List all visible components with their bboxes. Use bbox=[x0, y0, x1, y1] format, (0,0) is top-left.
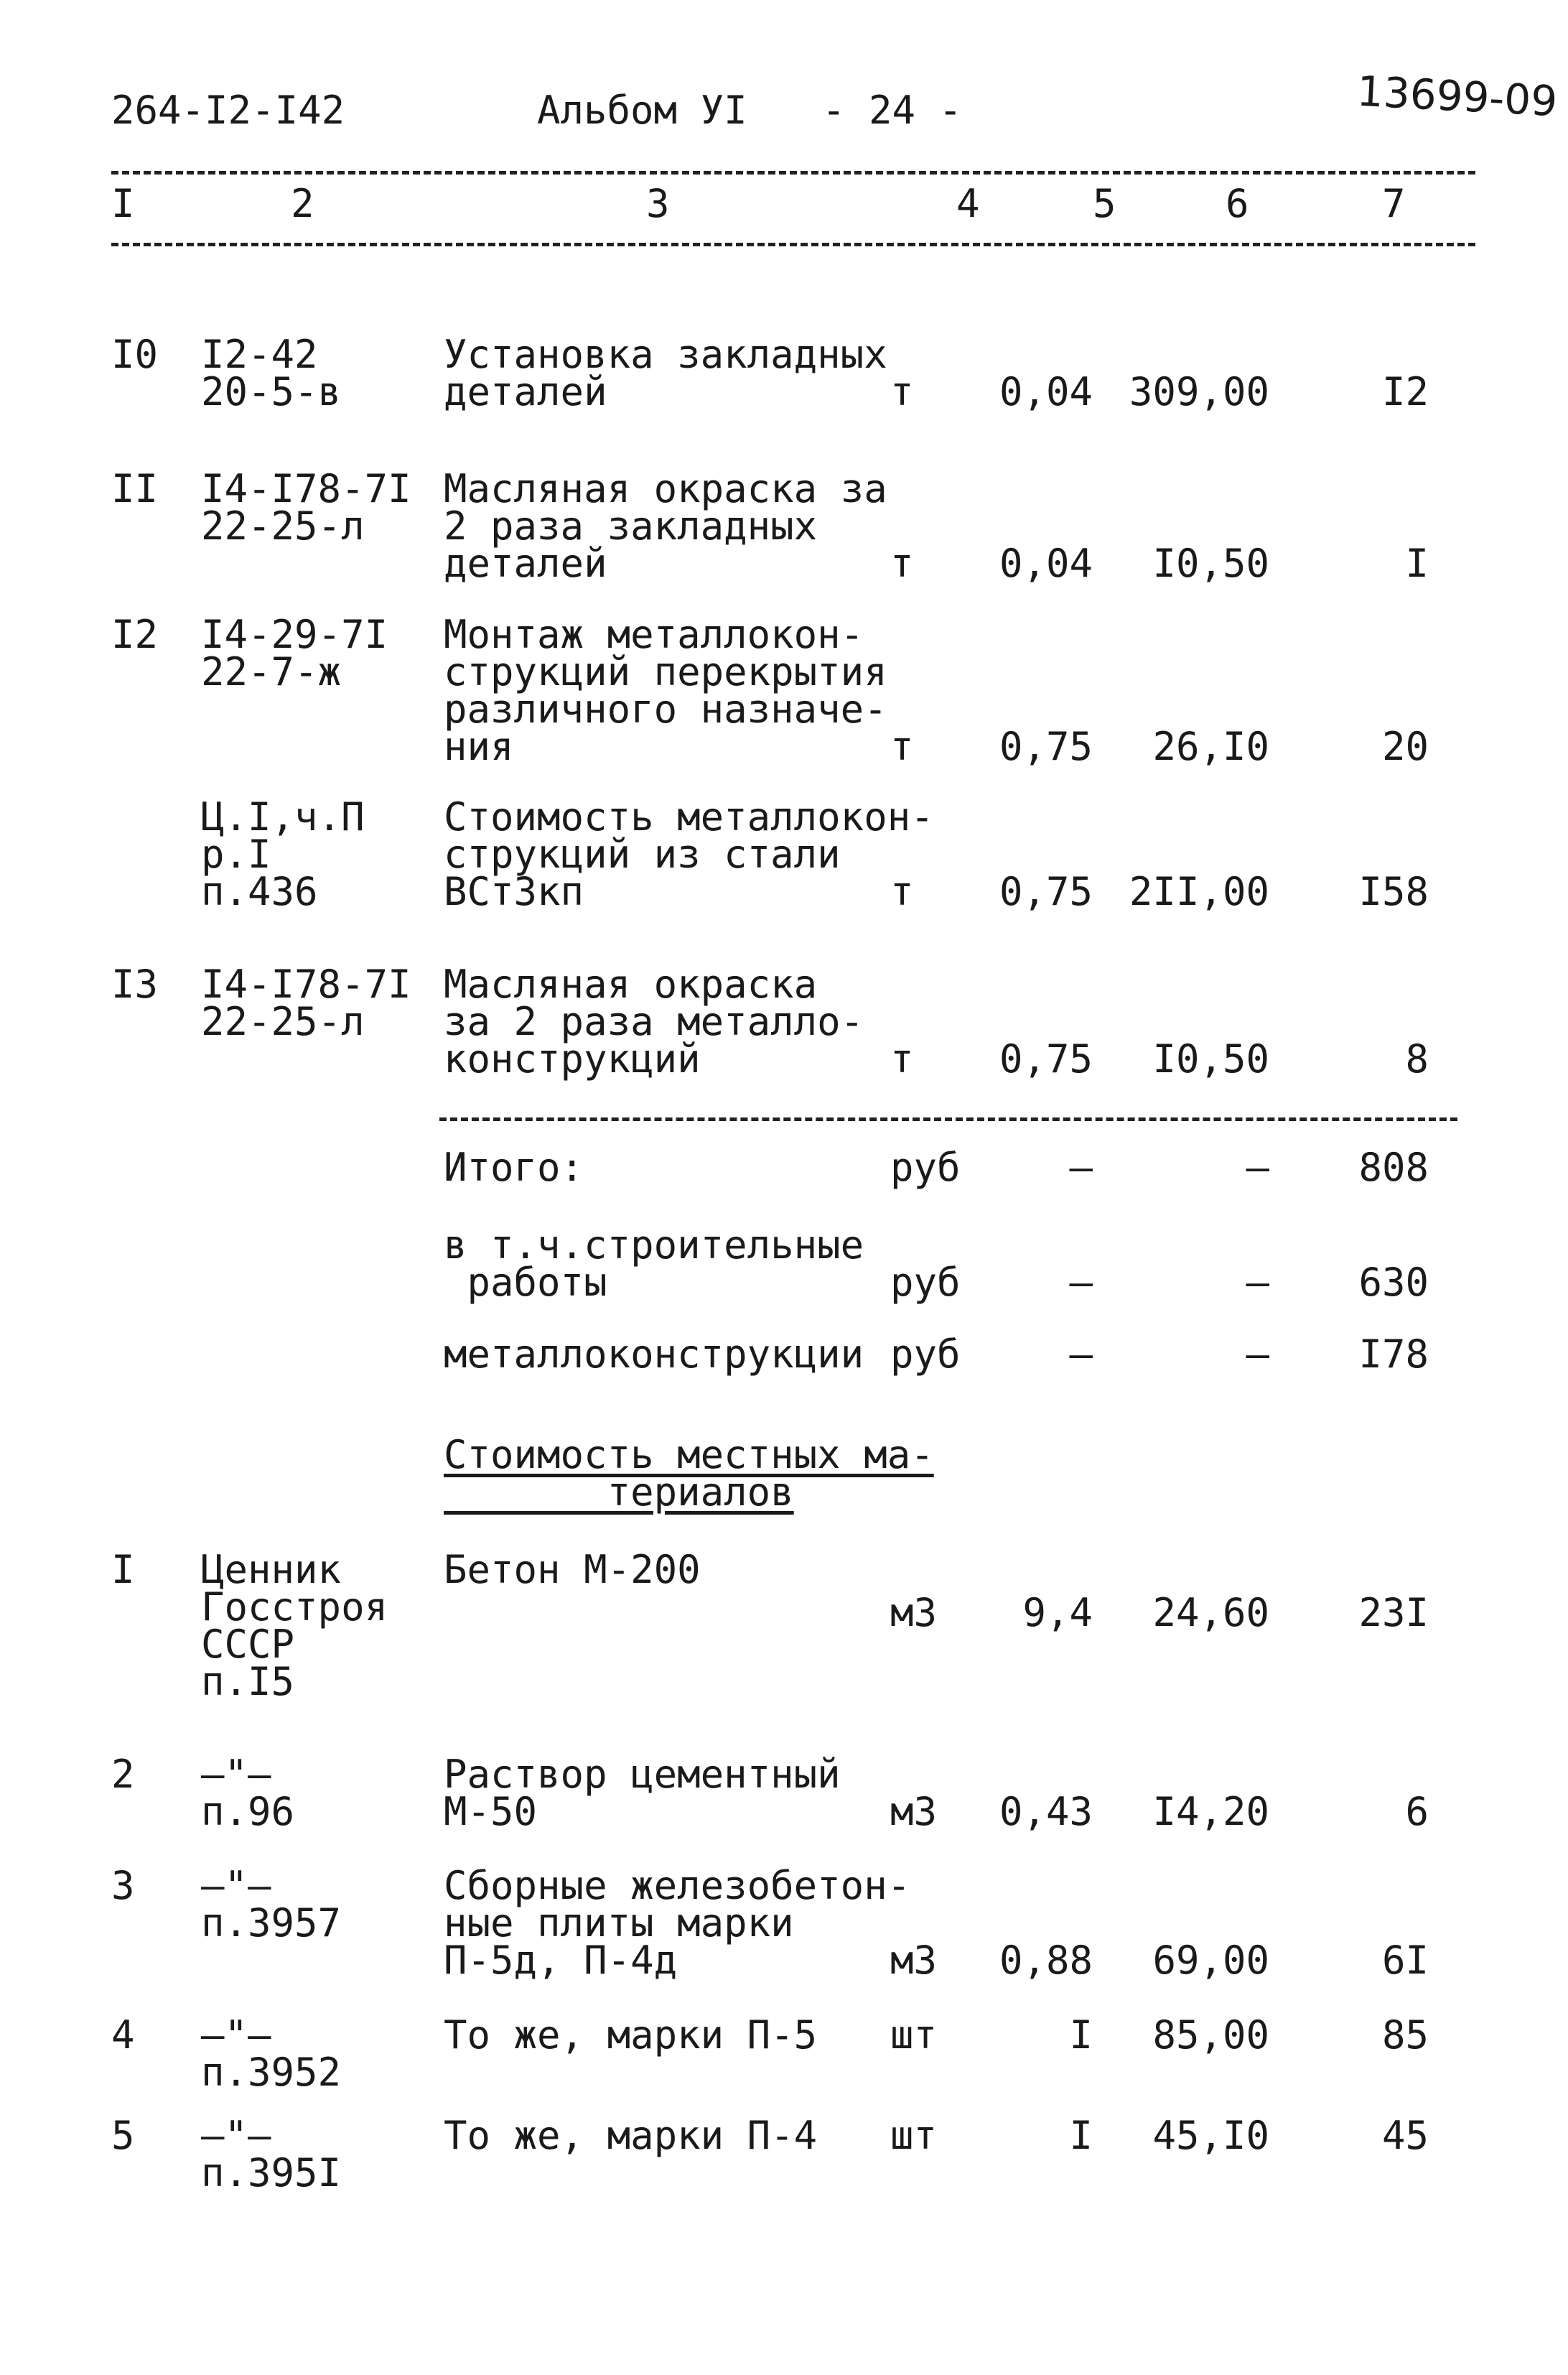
row-unit-price: – bbox=[1246, 1145, 1269, 1190]
album-label: Альбом УI bbox=[537, 88, 747, 133]
row-number: I3 bbox=[111, 962, 159, 1007]
row-number: 5 bbox=[111, 2113, 135, 2158]
col-header-2: 2 bbox=[291, 181, 314, 226]
row-total: 6 bbox=[1405, 1789, 1429, 1834]
row-unit: т bbox=[890, 369, 914, 414]
row-unit-price: I0,50 bbox=[1152, 1036, 1269, 1082]
row-description: Масляная окраска за 2 раза закладных деталей bbox=[444, 466, 887, 586]
row-quantity: – bbox=[1069, 1260, 1093, 1305]
row-total: 85 bbox=[1381, 2012, 1429, 2058]
row-description: То же, марки П-4 bbox=[444, 2113, 818, 2158]
row-number: I0 bbox=[111, 332, 159, 377]
row-quantity: – bbox=[1069, 1331, 1093, 1377]
section-title: Стоимость местных ма- териалов bbox=[444, 1432, 934, 1515]
row-quantity: 0,75 bbox=[999, 1036, 1093, 1082]
row-total: 630 bbox=[1358, 1260, 1429, 1305]
col-header-5: 5 bbox=[1093, 181, 1116, 226]
row-description: Итого: bbox=[444, 1145, 584, 1190]
row-number: I2 bbox=[111, 612, 159, 657]
row-unit-price: 85,00 bbox=[1152, 2012, 1269, 2058]
row-quantity: I bbox=[1069, 2012, 1093, 2058]
row-total: I78 bbox=[1358, 1331, 1429, 1377]
row-description: Масляная окраска за 2 раза металло- конструкций bbox=[444, 962, 864, 1082]
row-number: II bbox=[111, 466, 159, 511]
row-reference: –"– п.96 bbox=[201, 1752, 295, 1834]
row-number: 4 bbox=[111, 2012, 135, 2058]
row-description: Раствор цементный М-50 bbox=[444, 1752, 841, 1834]
row-unit: шт bbox=[890, 2113, 938, 2158]
row-number: 3 bbox=[111, 1863, 135, 1908]
subtotal-rule bbox=[439, 1117, 1457, 1121]
row-unit: м3 bbox=[890, 1938, 938, 1983]
row-reference: –"– п.3957 bbox=[201, 1863, 342, 1946]
row-total: 45 bbox=[1381, 2113, 1429, 2158]
row-description: Сборные железобетон- ные плиты марки П-5д, П-4д bbox=[444, 1863, 911, 1983]
row-unit: м3 bbox=[890, 1590, 938, 1635]
col-header-7: 7 bbox=[1382, 181, 1406, 226]
row-total: I2 bbox=[1381, 369, 1429, 414]
row-reference: I2-42 20-5-в bbox=[201, 332, 342, 414]
row-total: I bbox=[1405, 541, 1429, 586]
row-total: 23I bbox=[1358, 1590, 1429, 1635]
row-description: металлоконструкции bbox=[444, 1331, 864, 1377]
row-quantity: 0,75 bbox=[999, 869, 1093, 914]
row-description: Стоимость металлокон- струкций из стали ВСт3кп bbox=[444, 794, 934, 914]
row-quantity: 0,75 bbox=[999, 724, 1093, 769]
col-header-3: 3 bbox=[646, 181, 670, 226]
header-rule-top bbox=[111, 171, 1475, 175]
row-quantity: 0,04 bbox=[999, 369, 1093, 414]
row-total: 808 bbox=[1358, 1145, 1429, 1190]
row-unit-price: 45,I0 bbox=[1152, 2113, 1269, 2158]
row-unit: т bbox=[890, 869, 914, 914]
row-reference: I4-I78-7I 22-25-л bbox=[201, 466, 411, 549]
row-unit-price: – bbox=[1246, 1260, 1269, 1305]
row-reference: Ц.I,ч.П р.I п.436 bbox=[201, 794, 365, 914]
row-description: То же, марки П-5 bbox=[444, 2012, 818, 2058]
header-rule-bottom bbox=[111, 243, 1475, 246]
row-number: 2 bbox=[111, 1752, 135, 1797]
row-description: Бетон М-200 bbox=[444, 1547, 701, 1592]
row-reference: I4-29-7I 22-7-ж bbox=[201, 612, 388, 694]
row-total: 6I bbox=[1381, 1938, 1429, 1983]
row-unit: руб bbox=[890, 1331, 961, 1377]
row-reference: –"– п.395I bbox=[201, 2113, 342, 2195]
row-reference: I4-I78-7I 22-25-л bbox=[201, 962, 411, 1044]
col-header-1: I bbox=[111, 181, 135, 226]
row-unit: т bbox=[890, 541, 914, 586]
row-number: I bbox=[111, 1547, 135, 1592]
archive-stamp: 13699-09 bbox=[1355, 66, 1559, 126]
row-total: I58 bbox=[1358, 869, 1429, 914]
row-unit-price: – bbox=[1246, 1331, 1269, 1377]
row-unit: м3 bbox=[890, 1789, 938, 1834]
row-description: в т.ч.строительные работы bbox=[444, 1222, 864, 1305]
row-quantity: I bbox=[1069, 2113, 1093, 2158]
col-header-4: 4 bbox=[956, 181, 980, 226]
row-quantity: – bbox=[1069, 1145, 1093, 1190]
row-description: Монтаж металлокон- струкций перекрытия различного назначе- ния bbox=[444, 612, 887, 769]
row-total: 20 bbox=[1381, 724, 1429, 769]
row-unit: т bbox=[890, 1036, 914, 1082]
row-unit-price: 69,00 bbox=[1152, 1938, 1269, 1983]
row-quantity: 0,88 bbox=[999, 1938, 1093, 1983]
row-unit-price: 26,I0 bbox=[1152, 724, 1269, 769]
document-code: 264-I2-I42 bbox=[111, 88, 345, 133]
row-unit-price: I0,50 bbox=[1152, 541, 1269, 586]
row-description: Установка закладных деталей bbox=[444, 332, 887, 414]
row-unit-price: 2II,00 bbox=[1129, 869, 1269, 914]
row-quantity: 0,43 bbox=[999, 1789, 1093, 1834]
row-unit-price: I4,20 bbox=[1152, 1789, 1269, 1834]
row-quantity: 0,04 bbox=[999, 541, 1093, 586]
row-quantity: 9,4 bbox=[1022, 1590, 1093, 1635]
row-unit: т bbox=[890, 724, 914, 769]
row-unit: шт bbox=[890, 2012, 938, 2058]
col-header-6: 6 bbox=[1226, 181, 1249, 226]
row-reference: –"– п.3952 bbox=[201, 2012, 342, 2095]
row-unit-price: 309,00 bbox=[1129, 369, 1269, 414]
row-unit-price: 24,60 bbox=[1152, 1590, 1269, 1635]
page-number: - 24 - bbox=[822, 88, 963, 133]
row-total: 8 bbox=[1405, 1036, 1429, 1082]
row-unit: руб bbox=[890, 1145, 961, 1190]
row-unit: руб bbox=[890, 1260, 961, 1305]
row-reference: Ценник Госстроя СССР п.I5 bbox=[201, 1547, 388, 1704]
